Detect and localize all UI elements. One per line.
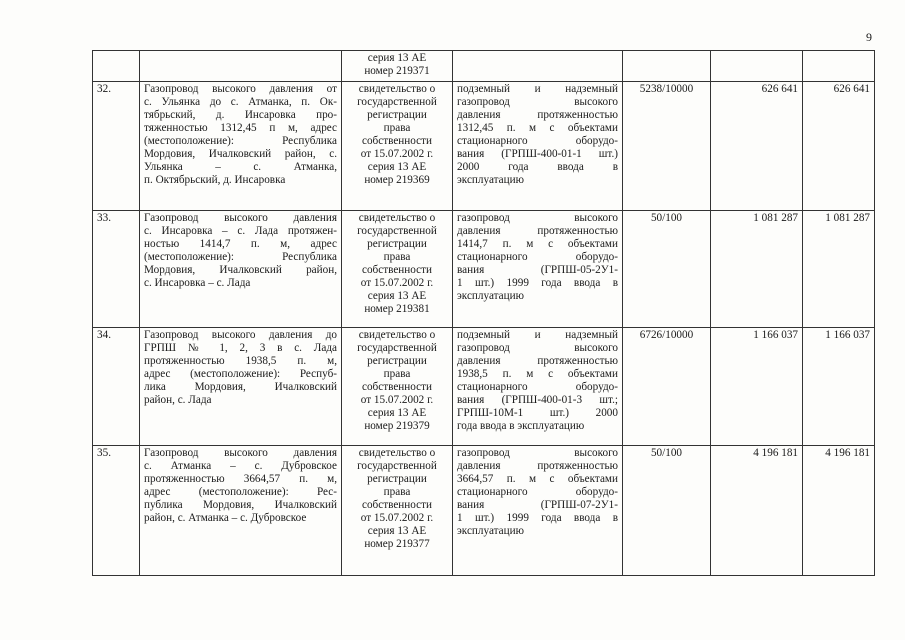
name-line: (местоположение): Республика [144,251,337,263]
table-row-continuation [93,51,875,82]
cell-num: 32. [93,82,140,211]
name-line: район, с. Атманка – с. Дубровское [144,512,307,524]
name-line: район, с. Лада [144,394,212,406]
cell-name [140,211,342,328]
name-line: адрес (местоположение): Респуб- [144,368,337,380]
cell-description [453,446,623,576]
description-line: 1312,45 п. м с объектами [457,122,618,134]
name-line: публика Мордовия, Ичалковский [144,499,337,511]
description-line: подземный и надземный [457,83,618,95]
name-line: Газопровод высокого давления [144,212,337,224]
cell-value-1: 1 081 287 [711,211,803,328]
cell-value-1: 1 166 037 [711,328,803,446]
description-line: давления протяженностью [457,109,618,121]
cell-certificate [342,211,453,328]
cert-line: серия 13 АЕ [367,161,427,173]
name-line: лика Мордовия, Ичалковский [144,381,337,393]
cert-line: номер 219379 [364,420,430,432]
cert-line: серия 13 АЕ [367,407,427,419]
description-line: стационарного оборудо- [457,135,618,147]
page-number: 9 [866,30,872,44]
name-line: Газопровод высокого давления до [144,329,337,341]
description-line: ГРПШ-10М-1 шт.) 2000 [457,407,618,419]
cell-description [453,82,623,211]
description-line: газопровод высокого [457,447,618,459]
cert-line: права [383,122,411,134]
name-line: (местоположение): Республика [144,135,337,147]
name-line: протяженностью 3664,57 п. м, [144,473,337,485]
cell-value-2: 626 641 [803,82,875,211]
cell-value-2: 4 196 181 [803,446,875,576]
cell-description [453,328,623,446]
cert-line: собственности [362,381,432,393]
cert-line: государственной [357,460,437,472]
cert-line: государственной [357,96,437,108]
name-line: Мордовия, Ичалковский район, с. [144,148,337,160]
name-line: Мордовия, Ичалковский район, [144,264,337,276]
description-line: года ввода в эксплуатацию [457,420,585,432]
table-row [93,446,875,576]
name-line: тябрьский, д. Инсаровка про- [144,109,337,121]
name-line: с. Инсаровка – с. Лада протяжен- [144,225,337,237]
name-line: с. Атманка – с. Дубровское [144,460,337,472]
cert-line: номер 219377 [364,538,430,550]
description-line: эксплуатацию [457,525,524,537]
name-line: п. Октябрьский, д. Инсаровка [144,174,286,186]
cell-share: 50/100 [623,211,711,328]
cert-line: регистрации [367,238,427,250]
table-row [93,82,875,211]
name-line: Газопровод высокого давления от [144,83,337,95]
cell-value-2 [803,51,875,82]
description-line: 2000 года ввода в [457,161,618,173]
cert-line: свидетельство о [358,212,436,224]
description-line: давления протяженностью [457,355,618,367]
cell-description [453,211,623,328]
cell-name [140,82,342,211]
cert-line: права [383,368,411,380]
cell-value-1: 4 196 181 [711,446,803,576]
description-line: газопровод высокого [457,96,618,108]
cell-value-1: 626 641 [711,82,803,211]
cert-line: свидетельство о [358,447,436,459]
cert-line: от 15.07.2002 г. [360,148,434,160]
description-line: стационарного оборудо- [457,251,618,263]
cert-line: регистрации [367,109,427,121]
name-line: Газопровод высокого давления [144,447,337,459]
cert-line: от 15.07.2002 г. [360,277,434,289]
description-line: стационарного оборудо- [457,381,618,393]
description-line: вания (ГРПШ-400-01-1 шт.) [457,148,618,160]
cert-line: свидетельство о [358,83,436,95]
cell-name [140,51,342,82]
description-line: 1 шт.) 1999 года ввода в [457,277,618,289]
cert-line: права [383,251,411,263]
cell-num: 34. [93,328,140,446]
table-row [93,328,875,446]
description-line: давления протяженностью [457,460,618,472]
description-line: вания (ГРПШ-05-2У1- [457,264,618,276]
cell-value-2: 1 166 037 [803,328,875,446]
description-line: газопровод высокого [457,342,618,354]
description-line: эксплуатацию [457,174,524,186]
name-line: протяженностью 1938,5 п. м, [144,355,337,367]
description-line: 1414,7 п. м с объектами [457,238,618,250]
description-line: 1 шт.) 1999 года ввода в [457,512,618,524]
cell-name [140,328,342,446]
cert-line: государственной [357,342,437,354]
description-line: 3664,57 п. м с объектами [457,473,618,485]
name-line: Ульянка – с. Атманка, [144,161,337,173]
cert-line: от 15.07.2002 г. [360,394,434,406]
cert-line: права [383,486,411,498]
cell-share: 5238/10000 [623,82,711,211]
cert-line: государственной [357,225,437,237]
cert-line: номер 219371 [364,65,430,77]
description-line: газопровод высокого [457,212,618,224]
cert-line: регистрации [367,473,427,485]
cell-certificate [342,51,453,82]
description-line: эксплуатацию [457,290,524,302]
cell-num: 33. [93,211,140,328]
cert-line: номер 219381 [364,303,430,315]
description-line: давления протяженностью [457,225,618,237]
name-line: ностью 1414,7 п. м, адрес [144,238,337,250]
cell-share [623,51,711,82]
name-line: с. Ульянка до с. Атманка, п. Ок- [144,96,337,108]
cell-num: 35. [93,446,140,576]
cert-line: собственности [362,135,432,147]
name-line: с. Инсаровка – с. Лада [144,277,251,289]
cell-certificate [342,446,453,576]
cert-line: номер 219369 [364,174,430,186]
description-line: вания (ГРПШ-07-2У1- [457,499,618,511]
registry-table [92,50,875,576]
description-line: стационарного оборудо- [457,486,618,498]
cert-line: от 15.07.2002 г. [360,512,434,524]
cell-share: 50/100 [623,446,711,576]
name-line: адрес (местоположение): Рес- [144,486,337,498]
cert-line: регистрации [367,355,427,367]
cert-line: собственности [362,499,432,511]
cert-line: серия 13 АЕ [367,52,427,64]
name-line: ГРПШ № 1, 2, 3 в с. Лада [144,342,337,354]
cert-line: серия 13 АЕ [367,525,427,537]
cell-certificate [342,328,453,446]
cell-value-1 [711,51,803,82]
cell-value-2: 1 081 287 [803,211,875,328]
cert-line: серия 13 АЕ [367,290,427,302]
cert-line: свидетельство о [358,329,436,341]
cell-num [93,51,140,82]
cell-share: 6726/10000 [623,328,711,446]
description-line: вания (ГРПШ-400-01-3 шт.; [457,394,618,406]
cert-line: собственности [362,264,432,276]
description-line: подземный и надземный [457,329,618,341]
table-row [93,211,875,328]
description-line: 1938,5 п. м с объектами [457,368,618,380]
cell-name [140,446,342,576]
cell-certificate [342,82,453,211]
name-line: тяженностью 1312,45 п м, адрес [144,122,337,134]
cell-description [453,51,623,82]
